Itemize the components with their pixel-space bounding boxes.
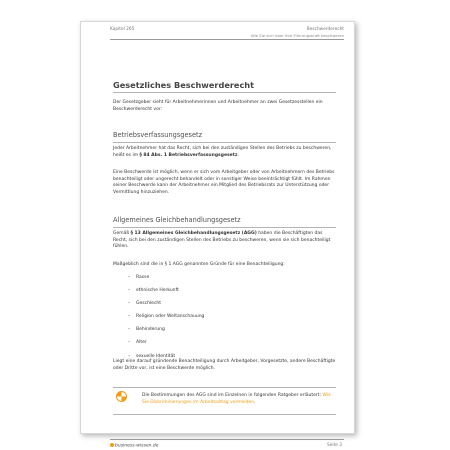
header-section: Beschwerderecht	[306, 27, 344, 32]
betrvg-paragraph-1	[113, 146, 338, 159]
betrvg-paragraph-2: Eine Beschwerde ist möglich, wenn er sich vom Arbeitgeber oder von Arbeitnehmern des Betriebs benachteiligt oder ungerecht behandelt oder in sonstiger Weise beeinträchtigt fühlt. Im Rahmen seiner Beschwerde kann der Arbeitnehmer ein Mitglied des Betriebsrats zur Unterstützung oder Vermittlung hinzuziehen.	[113, 170, 335, 195]
list-item-label: Alter	[136, 340, 147, 346]
footer-divider	[110, 439, 344, 440]
list-item: – Alter	[128, 340, 147, 346]
betrvg-heading: Betriebsverfassungsgesetz	[113, 131, 203, 139]
list-item-label: Religion oder Weltanschauung	[136, 314, 205, 320]
page-title: Gesetzliches Beschwerderecht	[113, 80, 255, 90]
logo-dot-icon	[110, 443, 114, 447]
intro-paragraph: Der Gesetzgeber sieht für Arbeitnehmerinnen und Arbeitnehmer an zwei Gesetzesstellen ein Beschwerderecht vor:	[113, 100, 323, 112]
list-item-label: ethnische Herkunft	[136, 288, 179, 294]
header-divider	[110, 39, 344, 40]
footer-logo	[110, 443, 159, 449]
agg-heading: Allgemeines Gleichbehandlungsgesetz	[113, 216, 241, 224]
betrvg-p1-text: Jeder Arbeitnehmer hat das Recht, sich bei den zuständigen Stellen des Betriebs zu beschweren, heißt es im	[113, 146, 332, 158]
tip-text: Die Bestimmungen des AGG sind im Einzelnen in folgenden Ratgeber erläutert:	[142, 393, 323, 398]
title-divider	[113, 92, 336, 93]
list-item: – Geschlecht	[128, 301, 162, 307]
agg-paragraph-3: Liegt eine darauf gründende Benachteiligung durch Arbeitgeber, Vorgesetzte, andere Beschäftigte oder Dritte vor, ist eine Beschwerde möglich.	[113, 359, 336, 371]
tip-divider-top	[113, 387, 336, 388]
list-item-label: Geschlecht	[136, 301, 162, 307]
agg-paragraph-1	[113, 231, 338, 251]
document-page	[80, 21, 355, 449]
list-item: – Rasse	[128, 275, 150, 280]
agg-p1-text: Gemäß	[113, 231, 131, 236]
footer-logo-text: business-wissen.de	[115, 443, 159, 449]
discrimination-grounds-list	[128, 275, 204, 367]
tip-divider-bottom	[113, 414, 336, 415]
agg-paragraph-2: Maßgeblich sind die in § 1 AGG genannten Gründe für eine Benachteiligung:	[113, 262, 285, 267]
list-item: – Behinderung	[128, 327, 165, 333]
list-item: – Religion oder Weltanschauung	[128, 314, 205, 320]
agg-law-reference: § 13 Allgemeines Gleichbehandlungsgesetz (AGG)	[130, 231, 257, 236]
tip-text-end: .	[254, 400, 256, 406]
tip-box	[142, 392, 332, 406]
list-item-label: sexuelle Identität	[136, 353, 176, 359]
agg-divider	[113, 227, 336, 228]
page-number: Seite 3	[327, 443, 342, 448]
betrvg-p1-end: .	[237, 152, 239, 158]
betrvg-divider	[113, 142, 336, 143]
tip-icon	[116, 391, 127, 402]
list-item-label: Rasse	[136, 275, 150, 280]
list-item: – ethnische Herkunft	[128, 288, 179, 294]
header-chapter: Kapitel 265	[110, 27, 135, 32]
header-subtitle: Wie Sie sich über Ihre Führungskraft beschweren	[251, 33, 344, 38]
tip-link[interactable]: Wie Sie Diskriminierungen im Arbeitsalltag vermeiden	[142, 393, 331, 406]
betrvg-law-reference: § 84 Abs. 1 Betriebsverfassungsgesetz	[139, 152, 238, 158]
list-item: – sexuelle Identität	[128, 353, 176, 359]
list-item-label: Behinderung	[136, 327, 165, 333]
agg-p1-end: haben die Beschäftigten das Recht, sich bei den zuständigen Stellen des Betriebs zu beschweren, wenn sie sich benachteiligt fühlen.	[113, 231, 331, 250]
